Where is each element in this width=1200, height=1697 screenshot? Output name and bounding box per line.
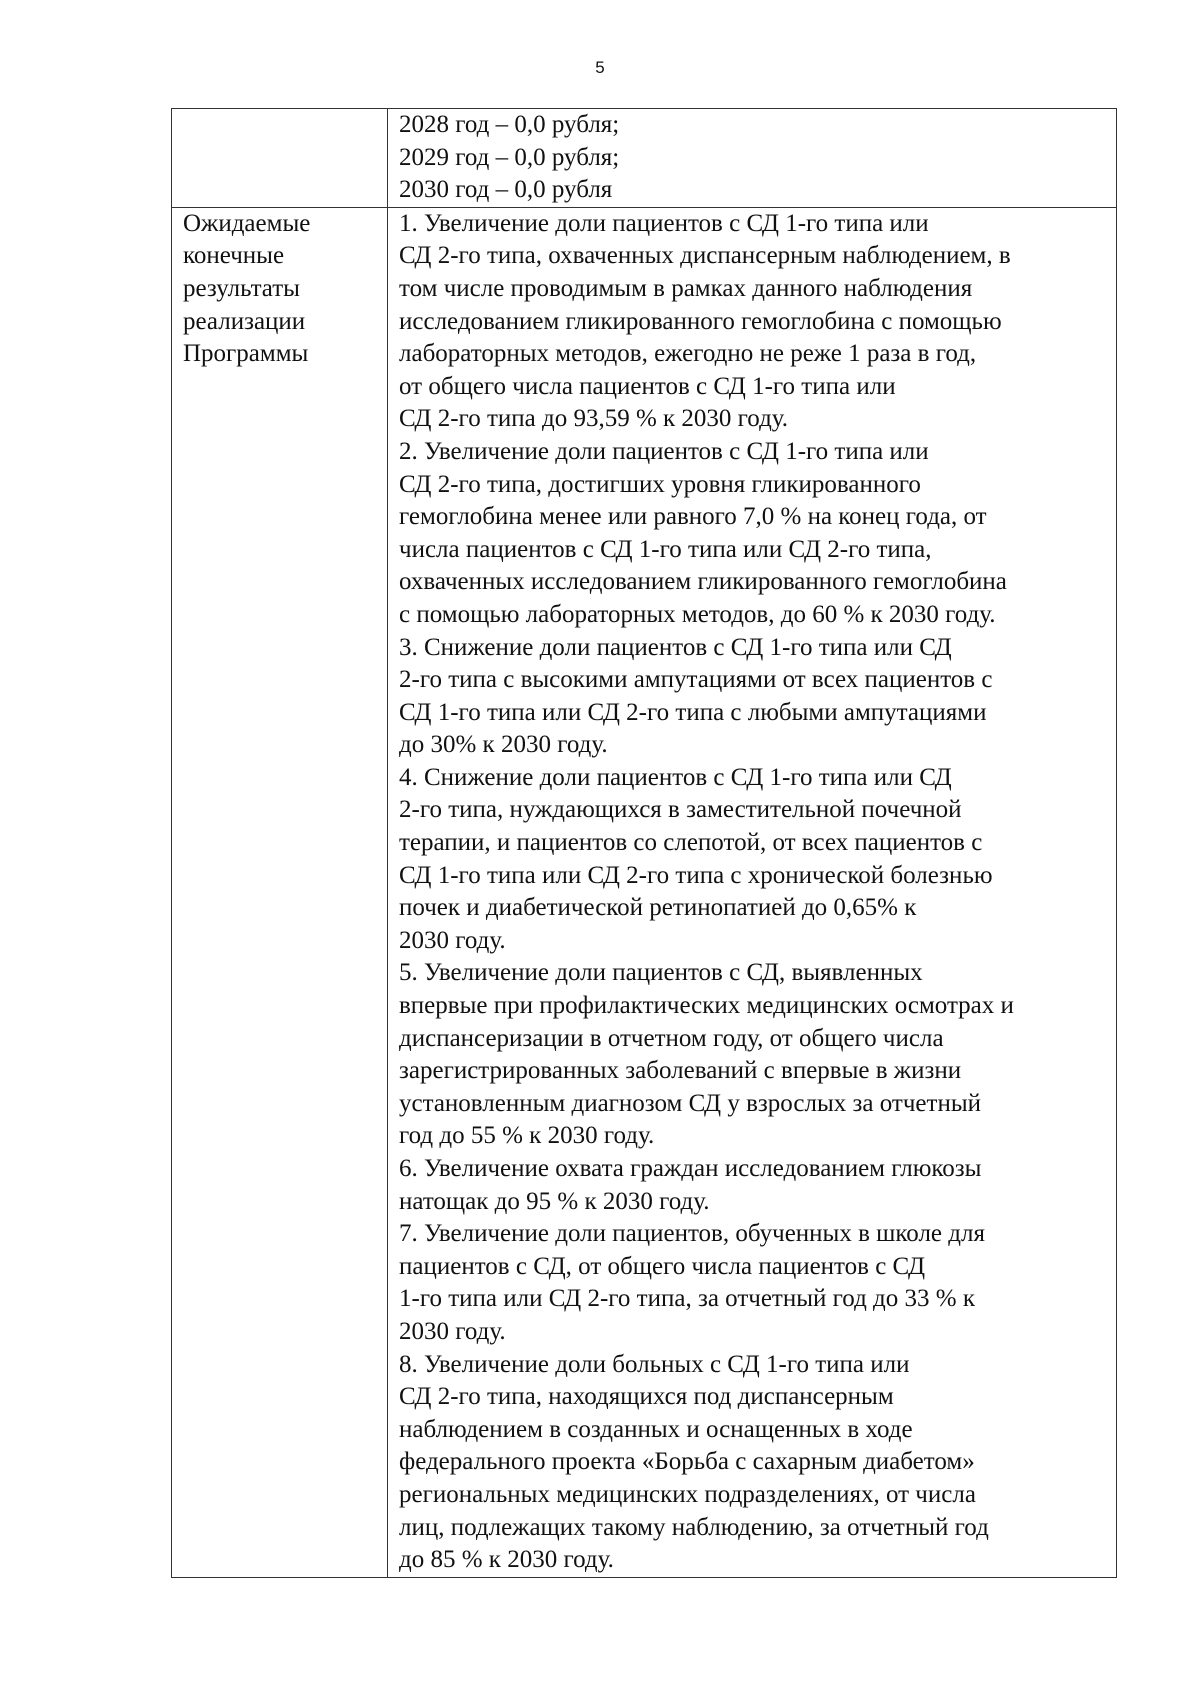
result-line: 6. Увеличение охвата граждан исследованием глюкозы [399,1155,982,1182]
result-line: наблюдением в созданных и оснащенных в ходе [399,1415,913,1443]
result-line: лабораторных методов, ежегодно не реже 1 раза в год, [399,340,977,368]
label-line: Программы [183,340,309,368]
result-line: с помощью лабораторных методов, до 60 % к 2030 году. [399,600,996,628]
result-line: СД 2-го типа, достигших уровня гликированного [399,470,921,498]
result-line: 2. Увеличение доли пациентов с СД 1-го типа или [399,437,929,465]
result-line: СД 1-го типа или СД 2-го типа с любыми ампутациями [399,698,987,726]
result-line: диспансеризации в отчетном году, от общего числа [399,1024,944,1052]
result-line: 7. Увеличение доли пациентов, обученных в школе для [399,1220,985,1248]
result-line: 8. Увеличение доли больных с СД 1-го типа или [399,1350,910,1378]
result-line: том числе проводимым в рамках данного наблюдения [399,274,973,302]
result-line: охваченных исследованием гликированного гемоглобина [399,568,1007,596]
label-line: результаты [183,274,300,302]
funding-row [172,109,1117,208]
result-line: региональных медицинских подразделениях, от числа [399,1480,976,1508]
result-line: пациентов с СД, от общего числа пациентов с СД [399,1252,926,1280]
result-line: СД 2-го типа до 93,59 % к 2030 году. [399,405,789,433]
expected-results-label-cell [172,207,388,1577]
result-line: 2-го типа с высокими ампутациями от всех пациентов с [399,666,993,694]
result-line: до 85 % к 2030 году. [399,1546,614,1574]
funding-line-2030: 2030 год – 0,0 рубля [399,176,613,204]
result-line: гемоглобина менее или равного 7,0 % на конец года, от [399,503,987,531]
result-line: 1. Увеличение доли пациентов с СД 1-го типа или [399,209,929,237]
result-line: федерального проекта «Борьба с сахарным диабетом» [399,1448,975,1476]
funding-label-cell [172,109,388,208]
result-line: СД 2-го типа, находящихся под диспансерным [399,1383,894,1411]
result-line: год до 55 % к 2030 году. [399,1122,655,1150]
result-line: лиц, подлежащих такому наблюдению, за отчетный год [399,1513,989,1541]
result-line: от общего числа пациентов с СД 1-го типа или [399,372,896,400]
expected-results-row [172,207,1117,1577]
result-line: впервые при профилактических медицинских осмотрах и [399,992,1014,1020]
expected-results-content-cell [388,207,1117,1577]
result-line: 2030 году. [399,1317,506,1345]
result-line: 3. Снижение доли пациентов с СД 1-го типа или СД [399,633,952,661]
result-line: зарегистрированных заболеваний с впервые в жизни [399,1057,962,1085]
result-line: числа пациентов с СД 1-го типа или СД 2-го типа, [399,535,932,563]
result-line: 5. Увеличение доли пациентов с СД, выявленных [399,959,923,987]
result-line: 2030 году. [399,926,506,954]
result-line: почек и диабетической ретинопатией до 0,65% к [399,894,917,922]
program-passport-table [171,108,1117,1578]
funding-line-2029: 2029 год – 0,0 рубля; [399,143,620,171]
funding-content-cell [388,109,1117,208]
result-line: 1-го типа или СД 2-го типа, за отчетный год до 33 % к [399,1285,975,1313]
label-line: реализации [183,307,306,335]
result-line: натощак до 95 % к 2030 году. [399,1187,710,1215]
result-line: 2-го типа, нуждающихся в заместительной почечной [399,796,962,824]
result-line: терапии, и пациентов со слепотой, от всех пациентов с [399,829,983,857]
page-number: 5 [595,58,605,77]
result-line: 4. Снижение доли пациентов с СД 1-го типа или СД [399,763,952,791]
label-line: Ожидаемые [183,209,311,237]
result-line: до 30% к 2030 году. [399,731,608,759]
label-line: конечные [183,242,285,270]
result-line: СД 2-го типа, охваченных диспансерным наблюдением, в [399,242,1011,270]
result-line: СД 1-го типа или СД 2-го типа с хронической болезнью [399,861,993,889]
result-line: исследованием гликированного гемоглобина с помощью [399,307,1002,335]
result-line: установленным диагнозом СД у взрослых за отчетный [399,1089,981,1117]
funding-line-2028: 2028 год – 0,0 рубля; [399,111,620,138]
